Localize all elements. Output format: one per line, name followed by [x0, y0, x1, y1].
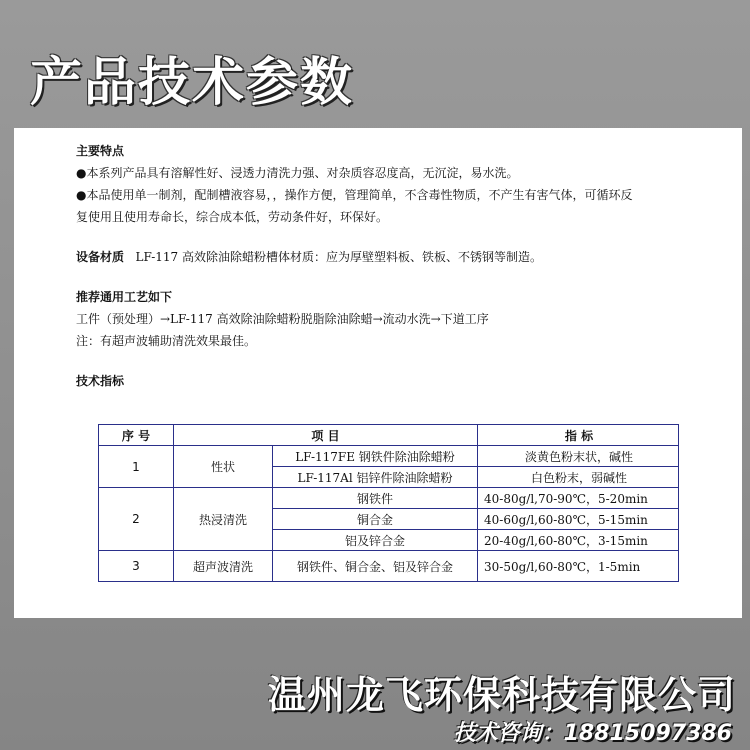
- table-header-row: [99, 425, 679, 446]
- features-heading: 主要特点: [76, 144, 125, 158]
- process-heading: 推荐通用工艺如下: [76, 290, 173, 304]
- process-flow: 工件（预处理）→LF-117 高效除油除蜡粉脱脂除油除蜡→流动水洗→下道工序: [76, 312, 489, 326]
- row-item: 热浸清洗: [174, 488, 273, 551]
- row-sub: 钢铁件、铜合金、铝及锌合金: [273, 551, 478, 582]
- row-sub: 铝及锌合金: [273, 530, 478, 551]
- table-row: [99, 446, 679, 467]
- features-line-1: ●本系列产品具有溶解性好、浸透力清洗力强、对杂质容忍度高，无沉淀，易水洗。: [76, 166, 519, 180]
- row-indicator: 20-40g/l,60-80℃，3-15min: [478, 530, 679, 551]
- header-no: 序 号: [99, 425, 174, 446]
- spec-heading: 技术指标: [76, 374, 125, 388]
- row-indicator: 淡黄色粉末状，碱性: [478, 446, 679, 467]
- equipment-section: [76, 246, 716, 268]
- row-no: 2: [99, 488, 174, 551]
- row-sub: LF-117FE 钢铁件除油除蜡粉: [273, 446, 478, 467]
- row-sub: 铜合金: [273, 509, 478, 530]
- features-line-2: ●本品使用单一制剂，配制槽液容易，，操作方便，管理简单，不含毒性物质，不产生有害气体，可循环反: [76, 188, 633, 202]
- table-row: [99, 551, 679, 582]
- process-note: 注：有超声波辅助清洗效果最佳。: [76, 334, 257, 348]
- equipment-heading: 设备材质: [76, 250, 125, 264]
- row-indicator: 40-80g/l,70-90℃，5-20min: [478, 488, 679, 509]
- header-item: 项 目: [174, 425, 478, 446]
- spec-sheet: [14, 128, 742, 618]
- row-indicator: 40-60g/l,60-80℃，5-15min: [478, 509, 679, 530]
- row-no: 3: [99, 551, 174, 582]
- row-item: 性状: [174, 446, 273, 488]
- row-no: 1: [99, 446, 174, 488]
- row-sub: LF-117Al 铝锌件除油除蜡粉: [273, 467, 478, 488]
- row-indicator: 30-50g/l,60-80℃，1-5min: [478, 551, 679, 582]
- equipment-text: LF-117 高效除油除蜡粉槽体材质：应为厚壁塑料板、铁板、不锈钢等制造。: [135, 250, 543, 264]
- company-name: 温州龙飞环保科技有限公司: [267, 673, 736, 717]
- row-item: 超声波清洗: [174, 551, 273, 582]
- features-line-3: 复使用且使用寿命长，综合成本低，劳动条件好，环保好。: [76, 210, 389, 224]
- table-row: [99, 488, 679, 509]
- row-indicator: 白色粉末，弱碱性: [478, 467, 679, 488]
- page-title: 产品技术参数: [30, 53, 355, 113]
- header-indicator: 指 标: [478, 425, 679, 446]
- row-sub: 钢铁件: [273, 488, 478, 509]
- contact-phone: 技术咨询：18815097386: [453, 721, 732, 746]
- sheet-content: [76, 140, 716, 392]
- spec-table: [98, 424, 679, 582]
